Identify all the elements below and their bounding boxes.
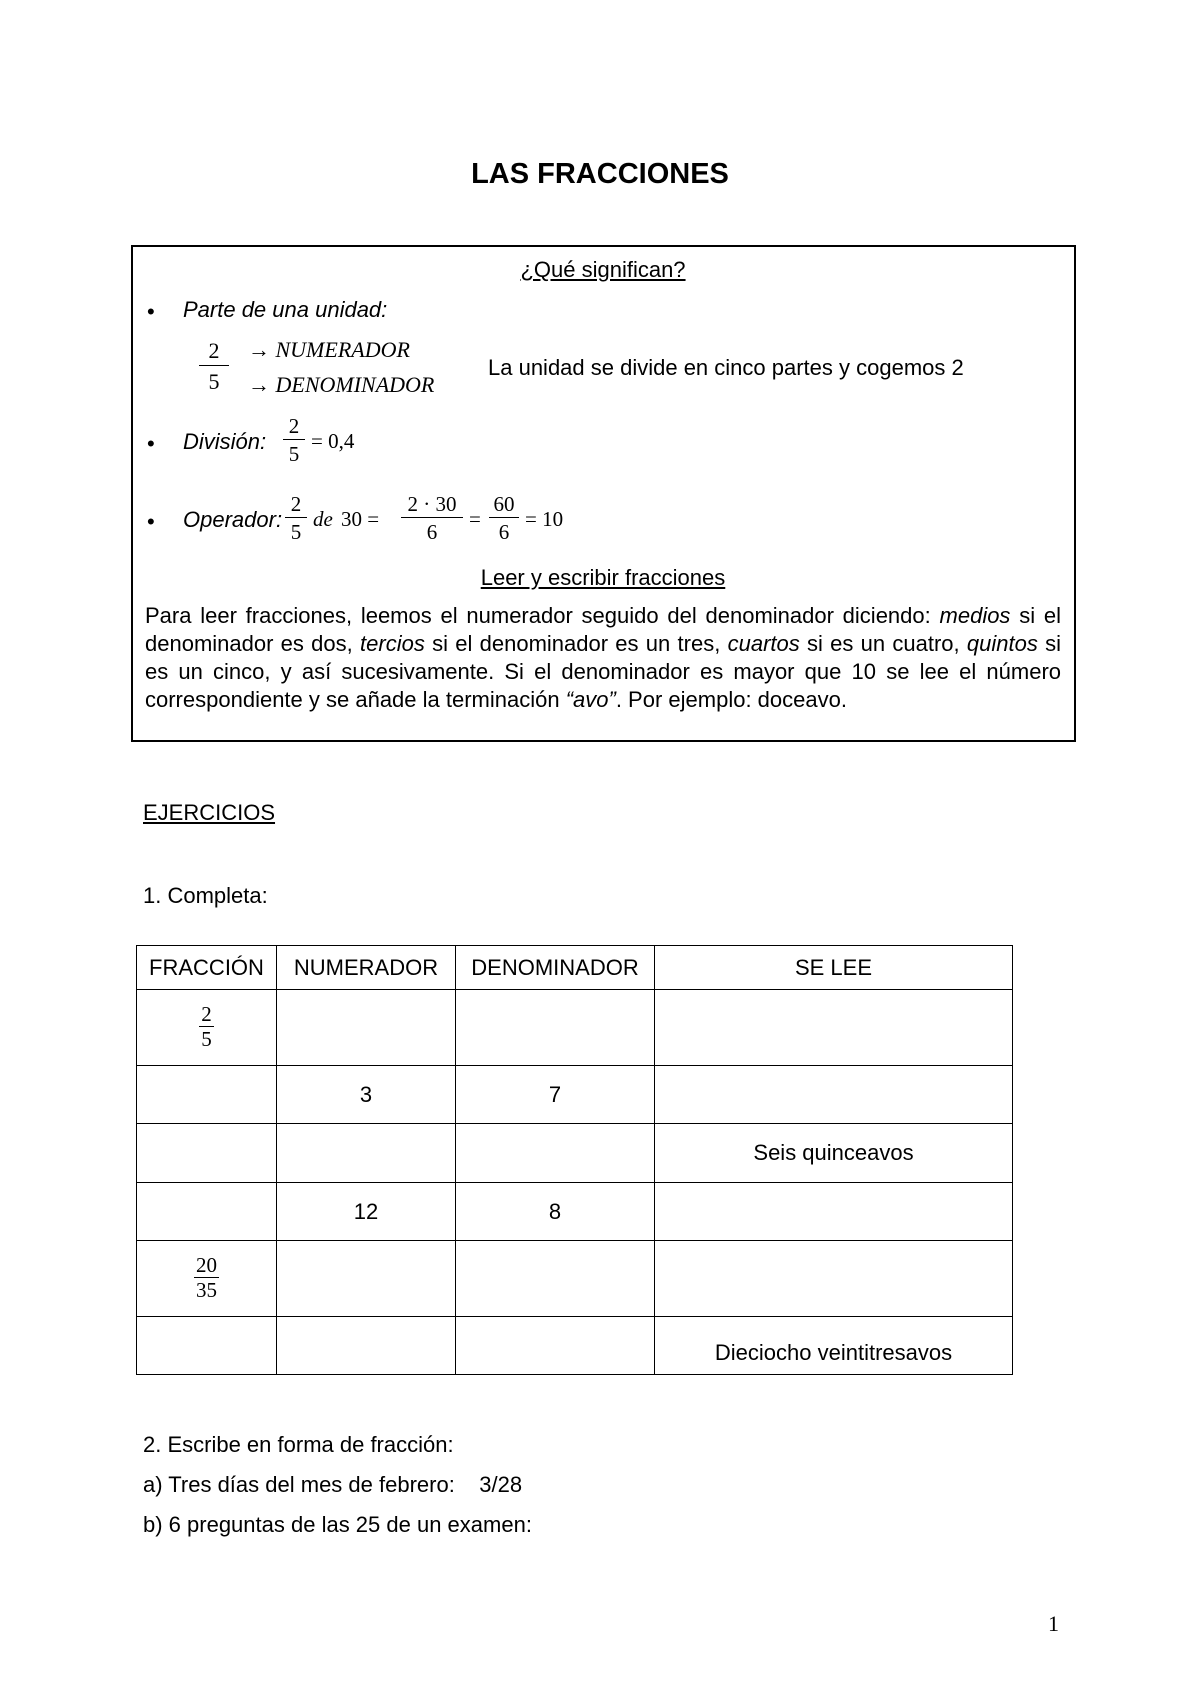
- definition-box: [131, 245, 1076, 742]
- fraction-denominator: 35: [196, 1278, 217, 1303]
- reading-paragraph: Para leer fracciones, leemos el numerador seguido del denominador diciendo: medios si el denominador es dos, tercios si el denominador es un tres, cuartos si es un cuatro, quintos si es un cinco, y así sucesivamente. Si el denominador es mayor que 10 se lee el número correspondiente y se añade la terminación “avo”. Por ejemplo: doceavo.: [145, 603, 1062, 712]
- table-row: [137, 990, 1013, 1066]
- table-row: [137, 1183, 1013, 1241]
- table-row: [137, 1124, 1013, 1183]
- cell-se-lee[interactable]: [655, 1317, 1013, 1375]
- bullet-dot: •: [147, 509, 155, 534]
- exercise-2-label: 2. Escribe en forma de fracción:: [143, 1432, 454, 1457]
- word-quintos: quintos: [966, 631, 1038, 656]
- ejercicios-heading: EJERCICIOS: [143, 800, 276, 825]
- division-result: = 0,4: [311, 429, 355, 453]
- fraction-numerator: 2: [201, 1002, 212, 1027]
- cell-fraccion[interactable]: [137, 1317, 277, 1375]
- operator-numerator: 2: [285, 491, 307, 518]
- fraction-denominator: 5: [201, 1027, 212, 1052]
- cell-denominador[interactable]: [456, 1124, 655, 1183]
- exercise-2-b: b) 6 preguntas de las 25 de un examen:: [143, 1512, 532, 1537]
- division-numerator: 2: [283, 413, 305, 440]
- cell-fraccion[interactable]: [137, 1241, 277, 1317]
- cell-numerador[interactable]: 12: [277, 1183, 456, 1241]
- cell-numerador[interactable]: [277, 990, 456, 1066]
- cell-denominador[interactable]: 7: [456, 1066, 655, 1124]
- page-title: LAS FRACCIONES: [471, 158, 729, 190]
- header-se-lee: SE LEE: [655, 946, 1013, 990]
- bullet-dot: •: [147, 431, 155, 456]
- cell-se-lee[interactable]: [655, 1241, 1013, 1317]
- cell-fraccion[interactable]: [137, 1124, 277, 1183]
- header-numerador: NUMERADOR: [277, 946, 456, 990]
- box-heading: ¿Qué significan?: [520, 257, 686, 282]
- table-row: [137, 1066, 1013, 1124]
- unit-description: La unidad se divide en cinco partes y cogemos 2: [488, 355, 964, 380]
- bullet-operador-label: Operador:: [183, 507, 283, 532]
- numerador-label: → NUMERADOR: [248, 337, 410, 362]
- box-subheading: Leer y escribir fracciones: [480, 565, 726, 590]
- word-tercios: tercios: [360, 631, 425, 656]
- division-denominator: 5: [288, 442, 300, 466]
- cell-denominador[interactable]: [456, 990, 655, 1066]
- operator-result: = 10: [525, 507, 564, 531]
- cell-fraccion[interactable]: [137, 990, 277, 1066]
- unit-fraction-denominator: 5: [208, 369, 220, 394]
- page-number: 1: [1048, 1611, 1059, 1636]
- bullet-parte-label: Parte de una unidad:: [183, 297, 388, 322]
- exercise-table: [136, 945, 1013, 1375]
- header-denominador: DENOMINADOR: [456, 946, 655, 990]
- se-lee-text: Dieciocho veintitresavos: [714, 1340, 953, 1365]
- cell-denominador[interactable]: [456, 1317, 655, 1375]
- fraction-numerator: 20: [196, 1253, 217, 1278]
- word-medios: medios: [939, 603, 1011, 628]
- exercise-1-label: 1. Completa:: [143, 883, 268, 908]
- operator-denominator: 5: [290, 520, 302, 544]
- unit-fraction-numerator: 2: [199, 337, 229, 366]
- operator-thirty: 30 =: [341, 507, 380, 531]
- word-avo: “avo”: [565, 687, 616, 712]
- cell-numerador[interactable]: 3: [277, 1066, 456, 1124]
- operator-product-denominator: 6: [426, 520, 438, 544]
- denominador-label: → DENOMINADOR: [248, 372, 435, 397]
- operator-de: de: [313, 507, 333, 531]
- word-cuartos: cuartos: [727, 631, 800, 656]
- exercise-2-a: a) Tres días del mes de febrero: 3/28: [143, 1472, 523, 1497]
- operator-product-numerator: 2 · 30: [401, 491, 463, 518]
- operator-sixty-denominator: 6: [498, 520, 510, 544]
- cell-fraccion[interactable]: [137, 1183, 277, 1241]
- cell-numerador[interactable]: [277, 1241, 456, 1317]
- cell-fraccion[interactable]: [137, 1066, 277, 1124]
- header-fraccion: FRACCIÓN: [137, 946, 277, 990]
- operator-sixty-numerator: 60: [489, 491, 519, 518]
- table-row: [137, 1317, 1013, 1375]
- table-row: [137, 1241, 1013, 1317]
- cell-numerador[interactable]: [277, 1317, 456, 1375]
- bullet-dot: •: [147, 299, 155, 324]
- cell-denominador[interactable]: [456, 1241, 655, 1317]
- cell-se-lee[interactable]: [655, 1183, 1013, 1241]
- table-header-row: [137, 946, 1013, 990]
- cell-se-lee[interactable]: [655, 1066, 1013, 1124]
- cell-se-lee[interactable]: Seis quinceavos: [655, 1124, 1013, 1183]
- cell-numerador[interactable]: [277, 1124, 456, 1183]
- operator-equals: =: [469, 507, 481, 531]
- bullet-division-label: División:: [183, 429, 267, 454]
- cell-denominador[interactable]: 8: [456, 1183, 655, 1241]
- cell-se-lee[interactable]: [655, 990, 1013, 1066]
